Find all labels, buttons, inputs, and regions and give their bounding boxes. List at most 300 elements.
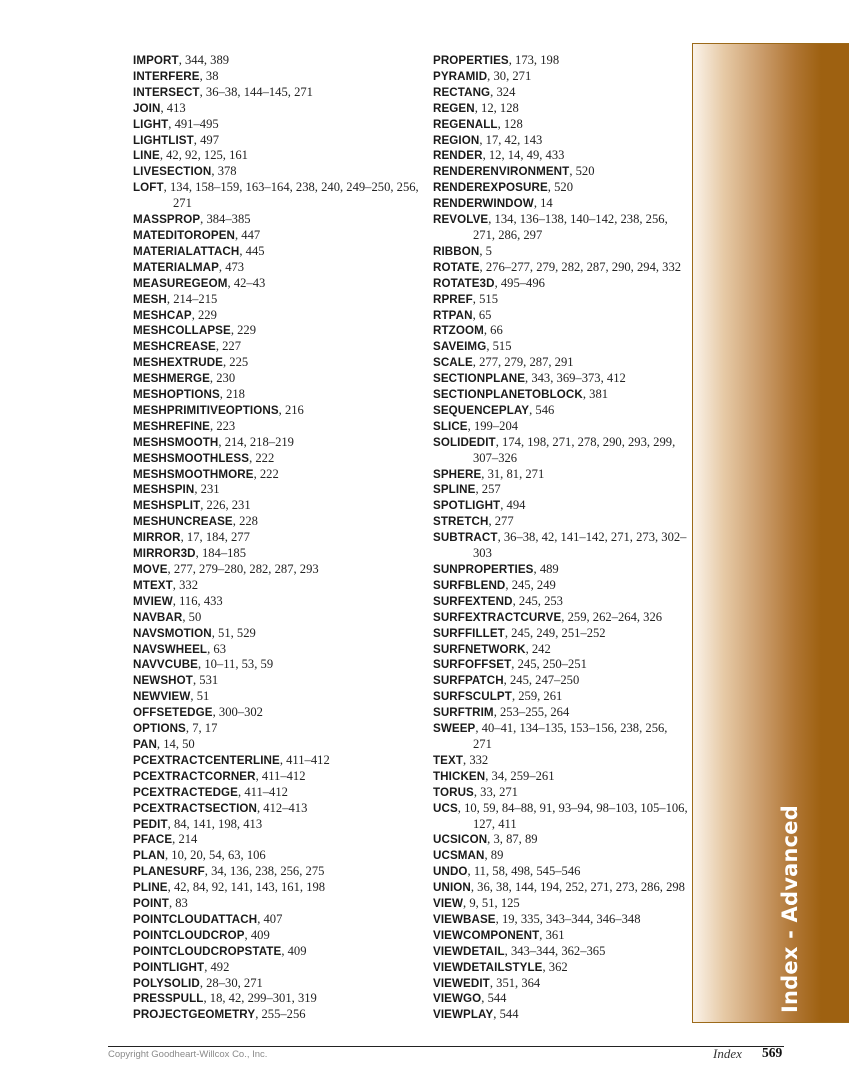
index-page-refs: , 343, 369–373, 412 xyxy=(525,371,626,386)
index-entry xyxy=(133,896,423,912)
index-term: SWEEP xyxy=(433,722,476,736)
index-page-refs: , 245, 247–250 xyxy=(503,673,580,688)
index-term: MIRROR xyxy=(133,531,181,545)
index-entry xyxy=(133,228,423,244)
index-page-refs: , 19, 335, 343–344, 346–348 xyxy=(495,911,641,926)
index-term: SAVEIMG xyxy=(433,340,487,354)
index-entry xyxy=(433,1007,688,1023)
index-entry xyxy=(133,673,423,689)
index-page-refs: , 65 xyxy=(472,307,492,322)
index-page-refs: , 546 xyxy=(529,402,555,417)
index-page-refs: , 11, 58, 498, 545–546 xyxy=(467,864,581,879)
index-page-refs: , 63 xyxy=(207,641,227,656)
index-term: VIEW xyxy=(433,897,464,911)
index-entry xyxy=(433,896,688,912)
index-entry xyxy=(133,451,423,467)
index-entry xyxy=(133,991,423,1007)
index-page-refs: , 51 xyxy=(190,689,210,704)
index-page-refs: , 277 xyxy=(488,514,514,529)
index-term: LIGHT xyxy=(133,117,169,131)
index-page-refs: , 12, 14, 49, 433 xyxy=(482,148,565,163)
index-term: MESHSMOOTHMORE xyxy=(133,467,254,481)
index-entry xyxy=(133,117,423,133)
index-page-refs: , 17, 184, 277 xyxy=(180,530,250,545)
index-term: MESHEXTRUDE xyxy=(133,356,223,370)
index-term: SURFOFFSET xyxy=(433,658,512,672)
index-page-refs: , 242 xyxy=(525,641,551,656)
index-page-refs: , 66 xyxy=(483,323,503,338)
index-term: PYRAMID xyxy=(433,69,488,83)
index-entry xyxy=(433,514,688,530)
index-page-refs: , 222 xyxy=(249,450,275,465)
index-page-refs: , 225 xyxy=(223,355,249,370)
index-entry xyxy=(133,101,423,117)
index-entry xyxy=(133,832,423,848)
index-term: UCS xyxy=(433,801,458,815)
index-entry xyxy=(133,276,423,292)
index-page-refs: , 31, 81, 271 xyxy=(481,466,545,481)
page-number: 569 xyxy=(762,1045,783,1060)
index-entry xyxy=(133,912,423,928)
index-page-refs: , 3, 87, 89 xyxy=(487,832,538,847)
index-term: TORUS xyxy=(433,785,474,799)
index-term: SUBTRACT xyxy=(433,531,498,545)
index-entry xyxy=(133,323,423,339)
index-page-refs: , 494 xyxy=(500,498,526,513)
index-page-refs: , 33, 271 xyxy=(473,784,518,799)
index-term: MOVE xyxy=(133,563,168,576)
index-entry xyxy=(133,976,423,992)
index-page-refs: , 229 xyxy=(191,307,217,322)
index-entry xyxy=(433,419,688,435)
index-term: UCSMAN xyxy=(433,849,485,863)
index-page-refs: , 495–496 xyxy=(494,275,545,290)
index-page-refs: , 253–255, 264 xyxy=(493,705,570,720)
index-page-refs: , 14 xyxy=(533,196,553,211)
index-page-refs: , 411–412 xyxy=(279,752,330,767)
index-page-refs: , 491–495 xyxy=(168,116,219,131)
index-entry xyxy=(133,355,423,371)
index-page-refs: , 245, 250–251 xyxy=(511,657,587,672)
index-entry xyxy=(433,435,688,467)
index-page-refs: , 10–11, 53, 59 xyxy=(198,657,274,672)
index-term: MESHSMOOTH xyxy=(133,435,219,449)
index-term: RIBBON xyxy=(433,244,480,258)
index-entry xyxy=(133,769,423,785)
index-page-refs: , 384–385 xyxy=(200,212,251,227)
index-page-refs: , 174, 198, 271, 278, 290, 293, 299, 307–326 xyxy=(473,434,676,465)
index-entry xyxy=(133,212,423,228)
index-page-refs: , 413 xyxy=(160,100,186,115)
index-entry xyxy=(133,817,423,833)
index-entry xyxy=(133,928,423,944)
index-page-refs: , 14, 50 xyxy=(156,736,195,751)
index-entry xyxy=(433,101,688,117)
index-page-refs: , 277, 279, 287, 291 xyxy=(472,355,574,370)
index-term: PRESSPULL xyxy=(133,992,204,1006)
index-entry xyxy=(433,642,688,658)
index-page-refs: , 407 xyxy=(257,911,283,926)
index-page-refs: , 361 xyxy=(539,927,565,942)
section-side-tab xyxy=(692,43,849,1023)
side-tab-label: Index - Advanced xyxy=(778,805,802,1013)
index-entry xyxy=(133,339,423,355)
index-entry xyxy=(433,292,688,308)
index-entry xyxy=(433,944,688,960)
copyright-notice: Copyright Goodheart-Willcox Co., Inc. xyxy=(108,1049,268,1060)
index-page-refs: , 50 xyxy=(182,609,202,624)
index-term: POINTCLOUDCROPSTATE xyxy=(133,944,282,958)
index-page-refs: , 36–38, 42, 141–142, 271, 273, 302–303 xyxy=(473,530,687,561)
index-page-refs: , 214–215 xyxy=(166,291,218,306)
index-entry xyxy=(433,785,688,801)
index-entry xyxy=(433,133,688,149)
index-entry xyxy=(133,387,423,403)
index-entry xyxy=(433,85,688,101)
index-entry xyxy=(133,960,423,976)
index-page-refs: , 257 xyxy=(475,482,501,497)
index-term: RENDER xyxy=(433,149,483,163)
index-term: SURFFILLET xyxy=(433,626,505,640)
index-term: NAVSWHEEL xyxy=(133,642,208,656)
index-entry xyxy=(133,435,423,451)
index-term: MESHUNCREASE xyxy=(133,515,233,529)
index-term: NEWVIEW xyxy=(133,690,191,704)
index-term: MVIEW xyxy=(133,594,173,608)
index-page-refs: , 34, 136, 238, 256, 275 xyxy=(204,864,325,879)
index-entry xyxy=(133,514,423,530)
index-term: SEQUENCEPLAY xyxy=(433,403,530,417)
index-entry xyxy=(433,148,688,164)
index-term: MESH xyxy=(133,292,167,306)
index-page-refs: , 497 xyxy=(193,132,219,147)
index-page-refs: , 40–41, 134–135, 153–156, 238, 256, 271 xyxy=(473,721,668,751)
index-entry xyxy=(433,212,688,244)
index-entry xyxy=(433,482,688,498)
index-page-refs: , 412–413 xyxy=(257,800,308,815)
index-term: MESHCAP xyxy=(133,308,192,322)
index-entry xyxy=(133,530,423,546)
index-entry xyxy=(133,721,423,737)
index-term: MESHCREASE xyxy=(133,340,216,354)
index-page-refs: , 226, 231 xyxy=(200,498,251,513)
index-term: NAVVCUBE xyxy=(133,658,199,672)
index-entry xyxy=(433,117,688,133)
index-term: VIEWEDIT xyxy=(433,976,490,990)
index-entry xyxy=(133,610,423,626)
index-entry xyxy=(433,832,688,848)
index-entry xyxy=(133,546,423,562)
index-term: REVOLVE xyxy=(433,213,489,227)
index-term: UNDO xyxy=(433,865,468,879)
index-page-refs: , 214, 218–219 xyxy=(218,434,294,449)
index-page-refs: , 489 xyxy=(533,562,559,576)
index-term: PCEXTRACTCORNER xyxy=(133,769,256,783)
index-page-refs: , 84, 141, 198, 413 xyxy=(167,816,263,831)
index-entry xyxy=(133,753,423,769)
index-page-refs: , 245, 253 xyxy=(512,593,563,608)
index-page-refs: , 492 xyxy=(204,959,230,974)
index-page-refs: , 343–344, 362–365 xyxy=(504,943,606,958)
index-entry xyxy=(433,673,688,689)
index-term: MASSPROP xyxy=(133,213,201,227)
index-term: RECTANG xyxy=(433,85,491,99)
index-page-refs: , 362 xyxy=(542,959,568,974)
index-entry xyxy=(133,689,423,705)
index-entry xyxy=(433,928,688,944)
index-page-refs: , 276–277, 279, 282, 287, 290, 294, 332 xyxy=(479,259,682,274)
index-term: PLAN xyxy=(133,849,165,863)
index-page-refs: , 10, 59, 84–88, 91, 93–94, 98–103, 105–106, 127, 411 xyxy=(457,800,688,831)
index-entry xyxy=(433,976,688,992)
index-term: STRETCH xyxy=(433,515,489,529)
index-term: MESHMERGE xyxy=(133,372,210,386)
index-entry xyxy=(133,371,423,387)
index-page-refs: , 544 xyxy=(481,991,507,1006)
index-page-refs: , 520 xyxy=(569,164,595,179)
index-entry xyxy=(133,419,423,435)
index-term: PLANESURF xyxy=(133,865,205,879)
index-term: SLICE xyxy=(433,419,468,433)
index-page-refs: , 7, 17 xyxy=(185,721,218,736)
index-page-refs: , 38 xyxy=(199,68,219,83)
index-term: SUNPROPERTIES xyxy=(433,563,534,576)
index-term: LINE xyxy=(133,149,160,163)
index-entry xyxy=(433,626,688,642)
index-entry xyxy=(133,85,423,101)
index-page-refs: , 5 xyxy=(479,243,492,258)
footer-divider xyxy=(108,1046,784,1047)
index-page-refs: , 10, 20, 54, 63, 106 xyxy=(164,848,266,863)
index-term: MESHSMOOTHLESS xyxy=(133,451,250,465)
index-page-refs: , 473 xyxy=(218,259,245,274)
index-column-left xyxy=(133,53,423,1023)
index-entry xyxy=(433,753,688,769)
index-term: VIEWBASE xyxy=(433,912,496,926)
index-term: RENDERWINDOW xyxy=(433,197,534,211)
index-page-refs: , 515 xyxy=(472,291,498,306)
index-page-refs: , 184–185 xyxy=(195,546,247,561)
index-term: SURFEXTRACTCURVE xyxy=(433,610,562,624)
index-entry xyxy=(433,467,688,483)
index-term: SURFEXTEND xyxy=(433,594,513,608)
index-term: MATERIALMAP xyxy=(133,260,219,274)
index-term: RTZOOM xyxy=(433,324,484,338)
index-page-refs: , 173, 198 xyxy=(508,53,560,67)
index-term: SECTIONPLANE xyxy=(433,372,526,386)
index-term: INTERFERE xyxy=(133,69,200,83)
index-page-refs: , 128 xyxy=(497,116,523,131)
index-term: PFACE xyxy=(133,833,173,847)
index-page-refs: , 42, 84, 92, 141, 143, 161, 198 xyxy=(167,880,326,895)
index-entry xyxy=(433,244,688,260)
index-page-refs: , 381 xyxy=(582,387,609,402)
index-page-refs: , 116, 433 xyxy=(172,593,223,608)
index-term: VIEWDETAILSTYLE xyxy=(433,960,543,974)
index-page-refs: , 214 xyxy=(172,832,198,847)
index-term: ROTATE xyxy=(433,260,480,274)
index-page-refs: , 255–256 xyxy=(255,1007,306,1022)
index-page-refs: , 42–43 xyxy=(227,275,266,290)
index-term: REGENALL xyxy=(433,117,498,131)
index-page-refs: , 515 xyxy=(486,339,512,354)
index-page-refs: , 199–204 xyxy=(467,418,519,433)
index-term: MTEXT xyxy=(133,578,173,592)
index-term: RPREF xyxy=(433,292,473,306)
index-page-refs: , 259, 262–264, 326 xyxy=(561,609,663,624)
index-entry xyxy=(433,610,688,626)
index-page-refs: , 216 xyxy=(278,402,304,417)
index-page-refs: , 344, 389 xyxy=(178,53,230,67)
index-page-refs: , 231 xyxy=(194,482,220,497)
index-page-refs: , 36, 38, 144, 194, 252, 271, 273, 286, 298 xyxy=(470,880,685,895)
index-entry xyxy=(133,498,423,514)
index-entry xyxy=(433,991,688,1007)
index-term: MATEDITOROPEN xyxy=(133,228,235,242)
index-entry xyxy=(133,308,423,324)
index-page-refs: , 300–302 xyxy=(212,705,263,720)
index-entry xyxy=(433,960,688,976)
index-term: MEASUREGEOM xyxy=(133,276,228,290)
index-page-refs: , 277, 279–280, 282, 287, 293 xyxy=(167,562,319,576)
footer-section-name: Index xyxy=(713,1046,742,1061)
index-term: POINTLIGHT xyxy=(133,960,205,974)
index-entry xyxy=(433,880,688,896)
index-term: MESHPRIMITIVEOPTIONS xyxy=(133,403,279,417)
index-term: UNION xyxy=(433,881,471,895)
index-page-refs: , 36–38, 144–145, 271 xyxy=(199,84,313,99)
index-term: SURFSCULPT xyxy=(433,690,512,704)
index-term: THICKEN xyxy=(433,769,486,783)
index-page-refs: , 245, 249, 251–252 xyxy=(504,625,606,640)
index-entry xyxy=(433,196,688,212)
index-entry xyxy=(133,737,423,753)
index-page-refs: , 409 xyxy=(281,943,307,958)
index-entry xyxy=(433,562,688,578)
index-term: ROTATE3D xyxy=(433,276,495,290)
index-column-right xyxy=(433,53,688,1023)
index-entry xyxy=(133,657,423,673)
index-term: LIGHTLIST xyxy=(133,133,194,147)
index-entry xyxy=(133,785,423,801)
index-term: TEXT xyxy=(433,753,464,767)
index-entry xyxy=(133,880,423,896)
index-term: PROJECTGEOMETRY xyxy=(133,1008,256,1022)
index-entry xyxy=(133,562,423,578)
index-page-refs: , 83 xyxy=(168,896,188,911)
index-entry xyxy=(133,944,423,960)
index-term: RTPAN xyxy=(433,308,473,322)
index-term: PEDIT xyxy=(133,817,168,831)
index-page-refs: , 134, 136–138, 140–142, 238, 256, 271, 286, 297 xyxy=(473,212,668,242)
index-term: LIVESECTION xyxy=(133,165,212,179)
index-page-refs: , 9, 51, 125 xyxy=(463,896,520,911)
index-page-refs: , 227 xyxy=(215,339,242,354)
index-entry xyxy=(133,164,423,180)
index-entry xyxy=(433,371,688,387)
index-entry xyxy=(433,69,688,85)
index-page-refs: , 245, 249 xyxy=(505,577,556,592)
index-term: IMPORT xyxy=(133,54,179,67)
index-term: INTERSECT xyxy=(133,85,200,99)
index-term: PROPERTIES xyxy=(433,54,509,67)
index-page-refs: , 228 xyxy=(232,514,258,529)
index-term: MESHOPTIONS xyxy=(133,388,220,402)
index-term: SURFBLEND xyxy=(433,578,506,592)
index-entry xyxy=(433,53,688,69)
index-entry xyxy=(433,848,688,864)
index-term: POINTCLOUDCROP xyxy=(133,928,245,942)
index-term: REGEN xyxy=(433,101,475,115)
index-page-refs: , 411–412 xyxy=(238,784,288,799)
index-entry xyxy=(433,276,688,292)
index-entry xyxy=(433,864,688,880)
index-page-refs: , 223 xyxy=(210,418,236,433)
index-entry xyxy=(433,498,688,514)
index-term: NAVBAR xyxy=(133,610,183,624)
index-entry xyxy=(133,467,423,483)
index-page-refs: , 51, 529 xyxy=(211,625,256,640)
index-page-refs: , 229 xyxy=(230,323,257,338)
index-entry xyxy=(133,1007,423,1023)
index-entry xyxy=(433,339,688,355)
index-entry xyxy=(133,594,423,610)
index-term: PCEXTRACTEDGE xyxy=(133,785,239,799)
index-term: RENDERENVIRONMENT xyxy=(433,165,570,179)
index-entry xyxy=(133,848,423,864)
index-entry xyxy=(133,148,423,164)
index-entry xyxy=(133,642,423,658)
index-term: SPLINE xyxy=(433,483,476,497)
index-term: UCSICON xyxy=(433,833,488,847)
index-page-refs: , 531 xyxy=(192,673,219,688)
index-entry xyxy=(433,530,688,562)
index-term: PCEXTRACTCENTERLINE xyxy=(133,753,280,767)
index-entry xyxy=(133,403,423,419)
index-page-refs: , 17, 42, 143 xyxy=(479,132,543,147)
index-term: SECTIONPLANETOBLOCK xyxy=(433,388,583,402)
index-entry xyxy=(133,578,423,594)
index-term: VIEWPLAY xyxy=(433,1008,494,1022)
index-term: RENDEREXPOSURE xyxy=(433,181,548,195)
index-term: VIEWCOMPONENT xyxy=(433,928,540,942)
index-term: OFFSETEDGE xyxy=(133,706,213,720)
index-page-refs: , 332 xyxy=(172,577,198,592)
index-term: MESHSPIN xyxy=(133,483,195,497)
index-entry xyxy=(433,164,688,180)
index-term: LOFT xyxy=(133,181,164,195)
index-term: PLINE xyxy=(133,881,168,895)
index-term: SOLIDEDIT xyxy=(433,435,496,449)
index-term: PCEXTRACTSECTION xyxy=(133,801,257,815)
index-entry xyxy=(433,801,688,833)
index-term: NEWSHOT xyxy=(133,674,193,688)
index-page-refs: , 411–412 xyxy=(255,768,306,783)
index-entry xyxy=(133,260,423,276)
index-entry xyxy=(133,133,423,149)
index-entry xyxy=(433,657,688,673)
index-entry xyxy=(433,355,688,371)
index-entry xyxy=(433,578,688,594)
index-page-refs: , 42, 92, 125, 161 xyxy=(159,148,248,163)
index-term: VIEWGO xyxy=(433,992,482,1006)
index-entry xyxy=(433,323,688,339)
index-entry xyxy=(133,626,423,642)
index-page-refs: , 89 xyxy=(484,848,504,863)
index-entry xyxy=(433,912,688,928)
index-page-refs: , 18, 42, 299–301, 319 xyxy=(203,991,317,1006)
index-term: SCALE xyxy=(433,356,473,370)
